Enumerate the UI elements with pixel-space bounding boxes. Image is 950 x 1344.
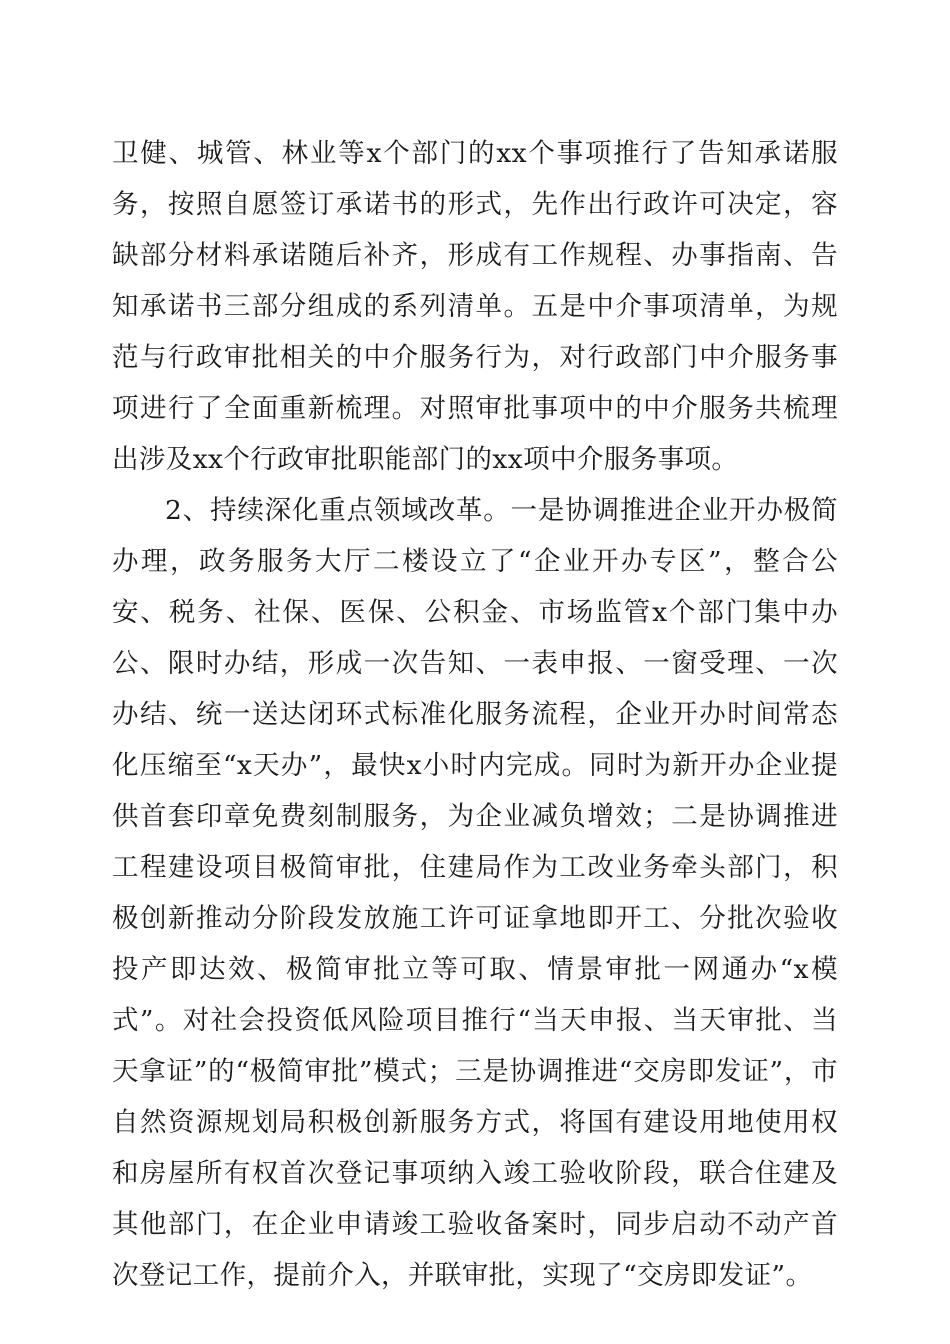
- paragraph-2: 2、持续深化重点领域改革。一是协调推进企业开办极简办理，政务服务大厅二楼设立了“企业开办专区”，整合公安、税务、社保、医保、公积金、市场监管x个部门集中办公、限时办结，形成一次告知、一表申报、一窗受理、一次办结、统一送达闭环式标准化服务流程，企业开办时间常态化压缩至“x天办”，最快x小时内完成。同时为新开办企业提供首套印章免费刻制服务，为企业减负增效；二是协调推进工程建设项目极简审批，住建局作为工改业务牵头部门，积极创新推动分阶段发放施工许可证拿地即开工、分批次验收投产即达效、极简审批立等可取、情景审批一网通办“x模式”。对社会投资低风险项目推行“当天申报、当天审批、当天拿证”的“极简审批”模式；三是协调推进“交房即发证”，市自然资源规划局积极创新服务方式，将国有建设用地使用权和房屋所有权首次登记事项纳入竣工验收阶段，联合住建及其他部门，在企业申请竣工验收备案时，同步启动不动产首次登记工作，提前介入，并联审批，实现了“交房即发证”。: [112, 495, 838, 1291]
- document-body: [112, 128, 838, 1301]
- paragraph-1: 卫健、城管、林业等x个部门的xx个事项推行了告知承诺服务，按照自愿签订承诺书的形式，先作出行政许可决定，容缺部分材料承诺随后补齐，形成有工作规程、办事指南、告知承诺书三部分组成的系列清单。五是中介事项清单，为规范与行政审批相关的中介服务行为，对行政部门中介服务事项进行了全面重新梳理。对照审批事项中的中介服务共梳理出涉及xx个行政审批职能部门的xx项中介服务事项。: [112, 138, 838, 475]
